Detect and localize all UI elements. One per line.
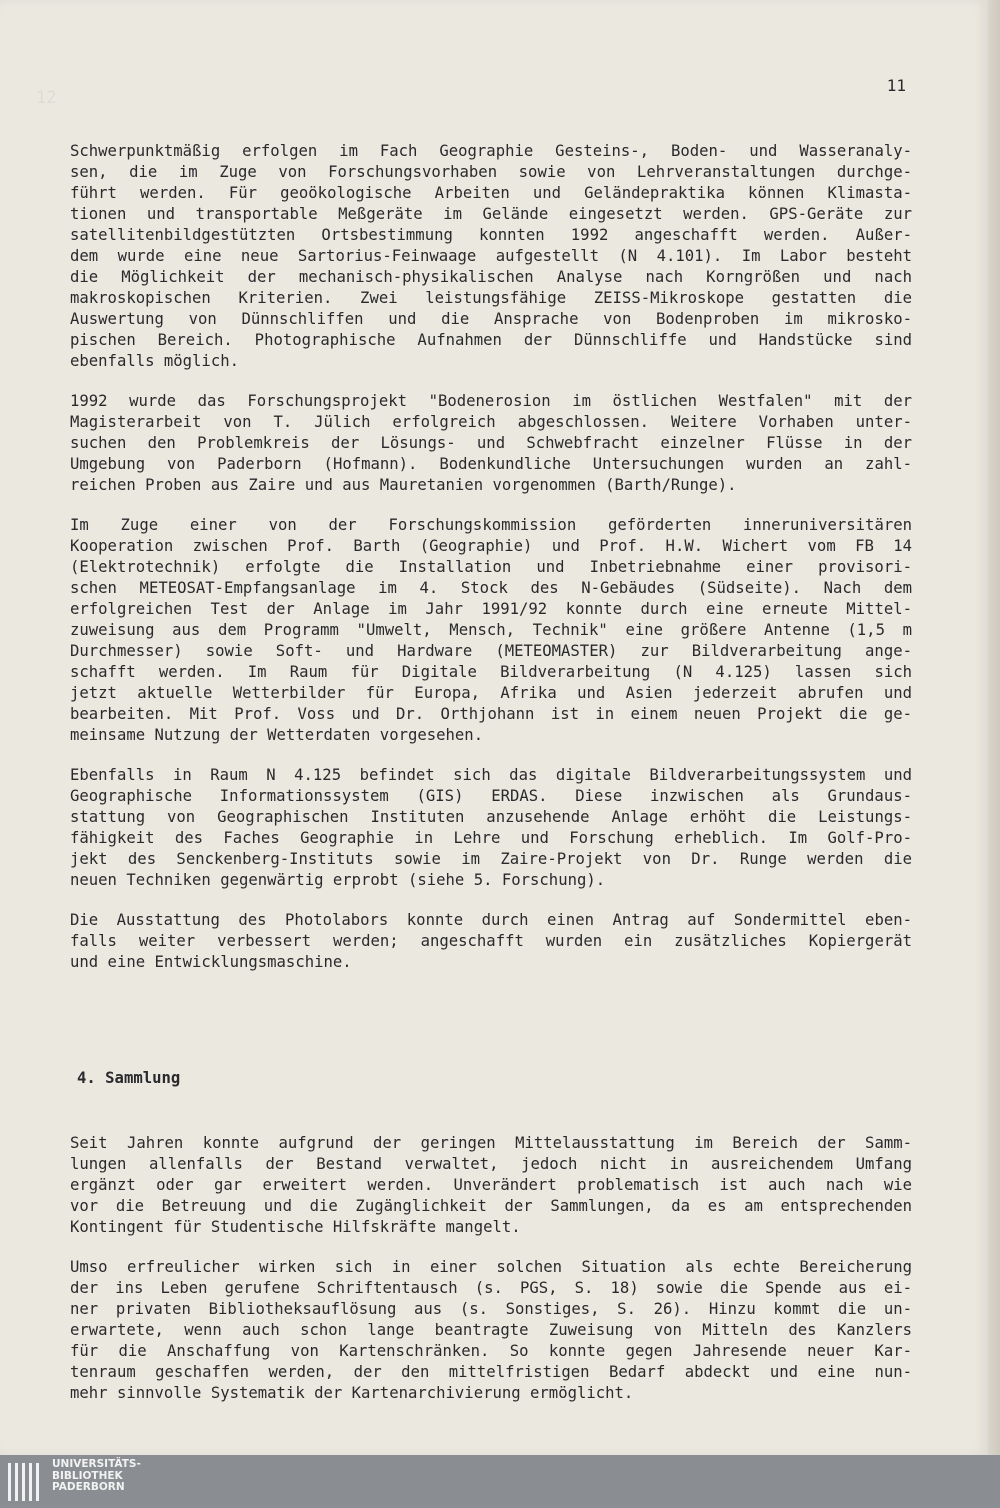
text-line: Schwerpunktmäßig erfolgen im Fach Geographie Gesteins-, Boden- und Wasseranaly- bbox=[70, 142, 912, 160]
paragraph bbox=[70, 765, 912, 891]
text-line: schen METEOSAT-Empfangsanlage im 4. Stock des N-Gebäudes (Südseite). Nach dem bbox=[70, 579, 912, 597]
paragraph bbox=[70, 910, 912, 973]
text-line: meinsame Nutzung der Wetterdaten vorgesehen. bbox=[70, 726, 484, 744]
library-name-line: UNIVERSITÄTS- bbox=[52, 1458, 141, 1470]
section-heading: 4. Sammlung bbox=[77, 1069, 181, 1087]
page-number: 11 bbox=[886, 76, 906, 95]
text-line: jetzt aktuelle Wetterbilder für Europa, Afrika und Asien jederzeit abrufen und bbox=[70, 684, 912, 702]
body-paragraphs bbox=[70, 141, 912, 973]
paragraph bbox=[70, 1257, 912, 1404]
section-paragraphs bbox=[70, 1133, 912, 1404]
text-line: jekt des Senckenberg-Instituts sowie im Zaire-Projekt von Dr. Runge werden die bbox=[70, 850, 912, 868]
text-line: tionen und transportable Meßgeräte im Gelände eingesetzt werden. GPS-Geräte zur bbox=[70, 205, 912, 223]
text-line: Die Ausstattung des Photolabors konnte durch einen Antrag auf Sondermittel eben- bbox=[70, 911, 912, 929]
text-line: Im Zuge einer von der Forschungskommission geförderten inneruniversitären bbox=[70, 516, 912, 534]
paragraph bbox=[70, 1133, 912, 1238]
text-line: ebenfalls möglich. bbox=[70, 352, 239, 370]
text-line: satellitenbildgestützten Ortsbestimmung konnten 1992 angeschafft werden. Außer- bbox=[70, 226, 912, 244]
text-line: ner privaten Bibliotheksauflösung aus (s. Sonstiges, S. 26). Hinzu kommt die un- bbox=[70, 1300, 912, 1318]
text-line: stattung von Geographischen Instituten anzusehende Anlage erhöht die Leistungs- bbox=[70, 808, 912, 826]
text-line: falls weiter verbessert werden; angeschafft wurden ein zusätzliches Kopiergerät bbox=[70, 932, 912, 950]
text-line: ergänzt oder gar erweitert werden. Unverändert problematisch ist auch nach wie bbox=[70, 1176, 912, 1194]
text-line: lungen allenfalls der Bestand verwaltet, jedoch nicht in ausreichendem Umfang bbox=[70, 1155, 912, 1173]
text-line: (Elektrotechnik) erfolgte die Installation und Inbetriebnahme einer provisori- bbox=[70, 558, 912, 576]
paragraph bbox=[70, 515, 912, 746]
text-line: der ins Leben gerufene Schriftentausch (s. PGS, S. 18) sowie die Spende aus ei- bbox=[70, 1279, 912, 1297]
library-logo-icon bbox=[6, 1461, 46, 1503]
library-name-line: BIBLIOTHEK bbox=[52, 1469, 123, 1482]
text-line: für die Anschaffung von Kartenschränken. So konnte gegen Jahresende neuer Kar- bbox=[70, 1342, 912, 1360]
text-line: Ebenfalls in Raum N 4.125 befindet sich das digitale Bildverarbeitungssystem und bbox=[70, 766, 912, 784]
text-line: 1992 wurde das Forschungsprojekt "Bodenerosion im östlichen Westfalen" mit der bbox=[70, 392, 912, 410]
text-line: fähigkeit des Faches Geographie in Lehre und Forschung erheblich. Im Golf-Pro- bbox=[70, 829, 912, 847]
text-line: suchen den Problemkreis der Lösungs- und Schwebfracht einzelner Flüsse in der bbox=[70, 434, 912, 452]
text-line: die Möglichkeit der mechanisch-physikalischen Analyse nach Korngrößen und nach bbox=[70, 268, 912, 286]
text-line: sen, die im Zuge von Forschungsvorhaben sowie von Lehrveranstaltungen durchge- bbox=[70, 163, 912, 181]
text-line: dem wurde eine neue Sartorius-Feinwaage aufgestellt (N 4.101). Im Labor besteht bbox=[70, 247, 912, 265]
text-line: erfolgreichen Test der Anlage im Jahr 1991/92 konnte durch eine erneute Mittel- bbox=[70, 600, 912, 618]
library-footer bbox=[0, 1455, 1000, 1508]
text-line: führt werden. Für geoökologische Arbeiten und Geländepraktika können Klimasta- bbox=[70, 184, 912, 202]
text-line: schafft werden. Im Raum für Digitale Bildverarbeitung (N 4.125) lassen sich bbox=[70, 663, 912, 681]
text-line: Umgebung von Paderborn (Hofmann). Bodenkundliche Untersuchungen wurden an zahl- bbox=[70, 455, 912, 473]
text-line: und eine Entwicklungsmaschine. bbox=[70, 953, 352, 971]
text-line: Magisterarbeit von T. Jülich erfolgreich abgeschlossen. Weitere Vorhaben unter- bbox=[70, 413, 912, 431]
text-line: reichen Proben aus Zaire und aus Mauretanien vorgenommen (Barth/Runge). bbox=[70, 476, 737, 494]
text-line: Geographische Informationssystem (GIS) ERDAS. Diese inzwischen als Grundaus- bbox=[70, 787, 912, 805]
text-line: Kontingent für Studentische Hilfskräfte mangelt. bbox=[70, 1218, 521, 1236]
text-line: Kooperation zwischen Prof. Barth (Geographie) und Prof. H.W. Wichert vom FB 14 bbox=[70, 537, 912, 555]
text-line: Auswertung von Dünnschliffen und die Ansprache von Bodenproben im mikrosko- bbox=[70, 310, 912, 328]
page-body bbox=[70, 141, 912, 1423]
text-line: zuweisung aus dem Programm "Umwelt, Mensch, Technik" eine größere Antenne (1,5 m bbox=[70, 621, 912, 639]
text-line: mehr sinnvolle Systematik der Kartenarchivierung ermöglicht. bbox=[70, 1384, 634, 1402]
page-edge bbox=[988, 0, 1000, 1455]
paragraph bbox=[70, 391, 912, 496]
library-name-line: PADERBORN bbox=[52, 1481, 125, 1493]
text-line: tenraum geschaffen werden, der den mittelfristigen Bedarf abdeckt und eine nun- bbox=[70, 1363, 912, 1381]
paragraph bbox=[70, 141, 912, 372]
text-line: Durchmesser) sowie Soft- und Hardware (METEOMASTER) zur Bildverarbeitung ange- bbox=[70, 642, 912, 660]
text-line: Umso erfreulicher wirken sich in einer solchen Situation als echte Bereicherung bbox=[70, 1258, 912, 1276]
text-line: neuen Techniken gegenwärtig erprobt (siehe 5. Forschung). bbox=[70, 871, 606, 889]
text-line: makroskopischen Kriterien. Zwei leistungsfähige ZEISS-Mikroskope gestatten die bbox=[70, 289, 912, 307]
text-line: bearbeiten. Mit Prof. Voss und Dr. Orthjohann ist in einem neuen Projekt die ge- bbox=[70, 705, 912, 723]
library-name bbox=[52, 1459, 141, 1494]
text-line: Seit Jahren konnte aufgrund der geringen Mittelausstattung im Bereich der Samm- bbox=[70, 1134, 912, 1152]
bleed-through-page-number: 12 bbox=[36, 88, 57, 108]
text-line: erwartete, wenn auch schon lange beantragte Zuweisung von Mitteln des Kanzlers bbox=[70, 1321, 912, 1339]
text-line: pischen Bereich. Photographische Aufnahmen der Dünnschliffe und Handstücke sind bbox=[70, 331, 912, 349]
text-line: vor die Betreuung und die Zugänglichkeit der Sammlungen, da es am entsprechenden bbox=[70, 1197, 912, 1215]
